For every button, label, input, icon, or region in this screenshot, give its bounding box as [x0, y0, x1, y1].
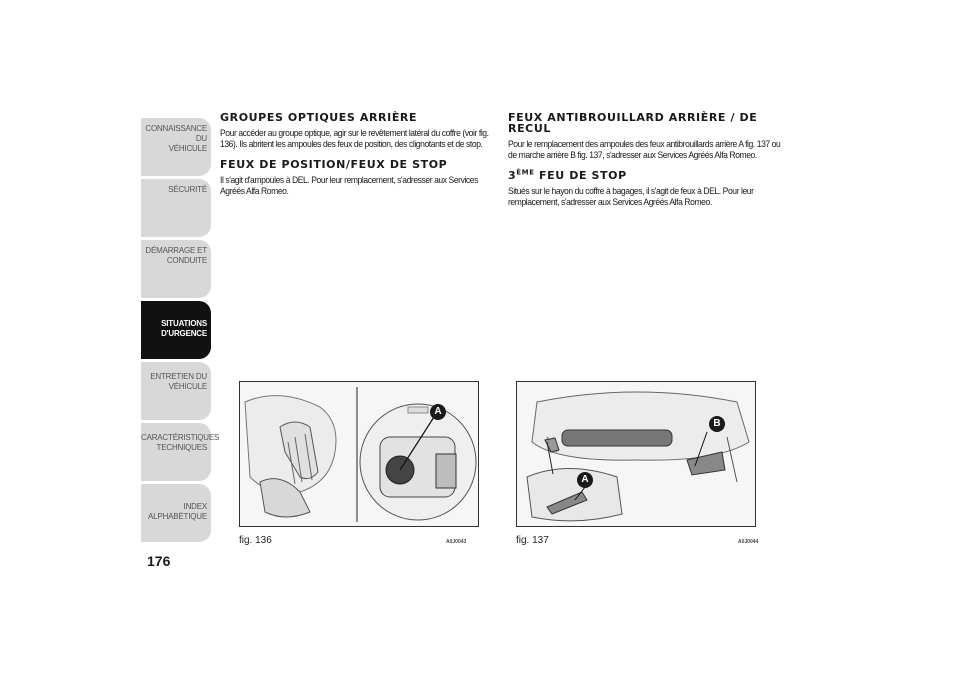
figure-136-drawing [240, 382, 478, 526]
page-number: 176 [147, 553, 171, 569]
section-heading-feux-position: FEUX DE POSITION/FEUX DE STOP [220, 158, 448, 171]
figure-137-illustration [516, 381, 756, 527]
section-heading-antibrouillard: FEUX ANTIBROUILLARD ARRIÈRE / DE RECUL [508, 111, 758, 135]
figure-137-caption: fig. 137 [516, 535, 549, 546]
figure-136-caption: fig. 136 [239, 535, 272, 546]
tab-entretien-du-vehicule[interactable]: ENTRETIEN DU VÉHICULE [141, 362, 211, 420]
tab-caracteristiques-techniques[interactable]: CARACTÉRISTIQUES TECHNIQUES [141, 423, 211, 481]
figure-137-code: A0J0044 [738, 539, 759, 545]
heading-superscript: ÈME [516, 168, 535, 177]
marker-b: B [709, 416, 725, 432]
paragraph-3eme-feu: Situés sur le hayon du coffre à bagages, il s'agit de feux à DEL. Pour leur remplacement, s'adresser aux Services Agréés Alfa Romeo. [508, 186, 754, 207]
section-heading-groupes-optiques: GROUPES OPTIQUES ARRIÈRE [220, 111, 418, 124]
left-column [220, 112, 496, 199]
section-heading-3eme-feu [508, 170, 784, 181]
figure-136-code: A0J0043 [446, 539, 467, 545]
heading-rest: FEU DE STOP [534, 169, 627, 182]
heading-number: 3 [508, 169, 517, 182]
tab-situations-d-urgence[interactable]: SITUATIONS D'URGENCE [141, 301, 211, 359]
tab-index-alphabetique[interactable]: INDEX ALPHABÉTIQUE [141, 484, 211, 542]
marker-a: A [577, 472, 593, 488]
figure-137-drawing [517, 382, 755, 526]
paragraph-antibrouillard: Pour le remplacement des ampoules des feux antibrouillards arrière A fig. 137 ou de marche arrière B fig. 137, s'adresser aux Services Agréés Alfa Romeo. [508, 139, 781, 160]
figure-136-illustration [239, 381, 479, 527]
tab-connaissance-du-vehicule[interactable]: CONNAISSANCE DU VÉHICULE [141, 118, 211, 176]
tab-securite[interactable]: SÉCURITÉ [141, 179, 211, 237]
tab-demarrage-et-conduite[interactable]: DÉMARRAGE ET CONDUITE [141, 240, 211, 298]
right-column [508, 112, 784, 210]
marker-a: A [430, 404, 446, 420]
paragraph-feux-position: Il s'agit d'ampoules à DEL. Pour leur remplacement, s'adresser aux Services Agréés Alfa Romeo. [220, 175, 478, 196]
paragraph-groupes-optiques: Pour accéder au groupe optique, agir sur le revêtement latéral du coffre (voir fig. 136). Ils abritent les ampoules des feux de position, des clignotants et de stop. [220, 128, 489, 149]
